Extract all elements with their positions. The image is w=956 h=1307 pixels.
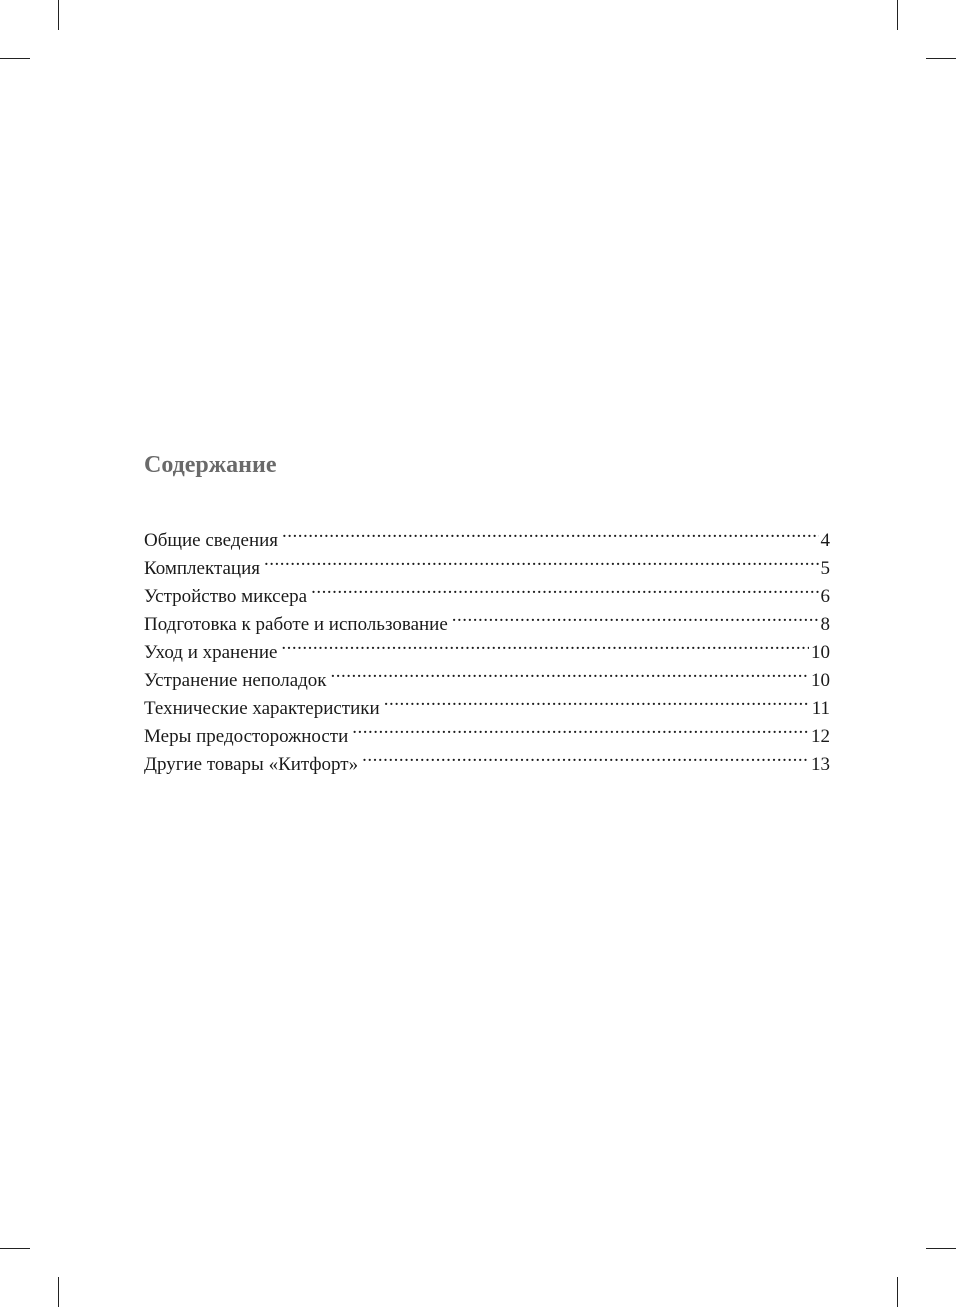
toc-leader-dots — [281, 630, 809, 658]
crop-mark-bottom-left-vertical — [58, 1277, 59, 1307]
crop-mark-bottom-right-horizontal — [926, 1248, 956, 1249]
toc-entry-label: Подготовка к работе и использование — [144, 614, 448, 635]
crop-mark-bottom-right-vertical — [897, 1277, 898, 1307]
toc-entry-page: 12 — [811, 726, 830, 747]
toc-entry-page: 5 — [820, 558, 830, 579]
toc-entry-label: Общие сведения — [144, 530, 279, 551]
toc-list — [144, 518, 830, 775]
toc-leader-dots — [331, 658, 809, 686]
toc-leader-dots — [362, 742, 809, 770]
toc-entry-page: 13 — [811, 754, 830, 775]
toc-entry-page: 10 — [811, 670, 830, 691]
toc-entry-label: Другие товары «Китфорт» — [144, 754, 359, 775]
toc-entry-label: Меры предосторожности — [144, 726, 349, 747]
toc-entry[interactable] — [144, 518, 830, 551]
crop-mark-bottom-left-horizontal — [0, 1248, 30, 1249]
crop-mark-top-right-horizontal — [926, 58, 956, 59]
toc-leader-dots — [452, 602, 819, 630]
toc-entry-label: Технические характеристики — [144, 698, 380, 719]
toc-leader-dots — [384, 686, 810, 714]
toc-entry-page: 10 — [811, 642, 830, 663]
crop-mark-top-left-vertical — [58, 0, 59, 30]
crop-mark-top-right-vertical — [897, 0, 898, 30]
toc-entry-label: Устранение неполадок — [144, 670, 327, 691]
crop-mark-top-left-horizontal — [0, 58, 30, 59]
toc-leader-dots — [352, 714, 809, 742]
toc-entry-page: 8 — [820, 614, 830, 635]
toc-entry-label: Комплектация — [144, 558, 260, 579]
toc-title: Содержание — [144, 452, 277, 478]
toc-entry-page: 4 — [820, 530, 830, 551]
toc-leader-dots — [282, 518, 818, 546]
toc-entry-page: 6 — [820, 586, 830, 607]
toc-entry-page: 11 — [811, 698, 830, 719]
table-of-contents — [144, 448, 830, 775]
toc-leader-dots — [311, 574, 818, 602]
toc-leader-dots — [264, 546, 819, 574]
toc-entry-label: Устройство миксера — [144, 586, 308, 607]
toc-entry-label: Уход и хранение — [144, 642, 278, 663]
